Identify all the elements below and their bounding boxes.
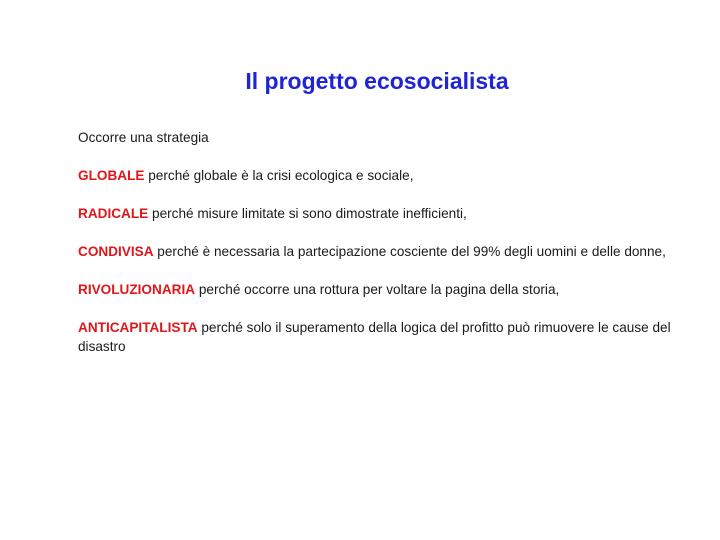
point-rivoluzionaria — [78, 280, 678, 299]
point-condivisa — [78, 242, 678, 261]
keyword-globale: GLOBALE — [78, 168, 145, 183]
keyword-condivisa: CONDIVISA — [78, 244, 154, 259]
point-text-anticapitalista: perché solo il superamento della logica del profitto può rimuovere le cause del disastro — [78, 320, 671, 354]
intro-text: Occorre una strategia — [78, 130, 209, 145]
point-text-radicale: perché misure limitate si sono dimostrate inefficienti, — [148, 206, 467, 221]
slide-title: Il progetto ecosocialista — [245, 68, 509, 94]
point-text-rivoluzionaria: perché occorre una rottura per voltare la pagina della storia, — [195, 282, 560, 297]
keyword-rivoluzionaria: RIVOLUZIONARIA — [78, 282, 196, 297]
point-anticapitalista — [78, 318, 678, 356]
point-text-globale: perché globale è la crisi ecologica e sociale, — [144, 168, 414, 183]
point-radicale — [78, 204, 678, 223]
point-text-condivisa: perché è necessaria la partecipazione cosciente del 99% degli uomini e delle donne, — [153, 244, 666, 259]
keyword-anticapitalista: ANTICAPITALISTA — [78, 320, 198, 335]
point-globale — [78, 166, 678, 185]
keyword-radicale: RADICALE — [78, 206, 149, 221]
slide-body — [78, 128, 678, 375]
